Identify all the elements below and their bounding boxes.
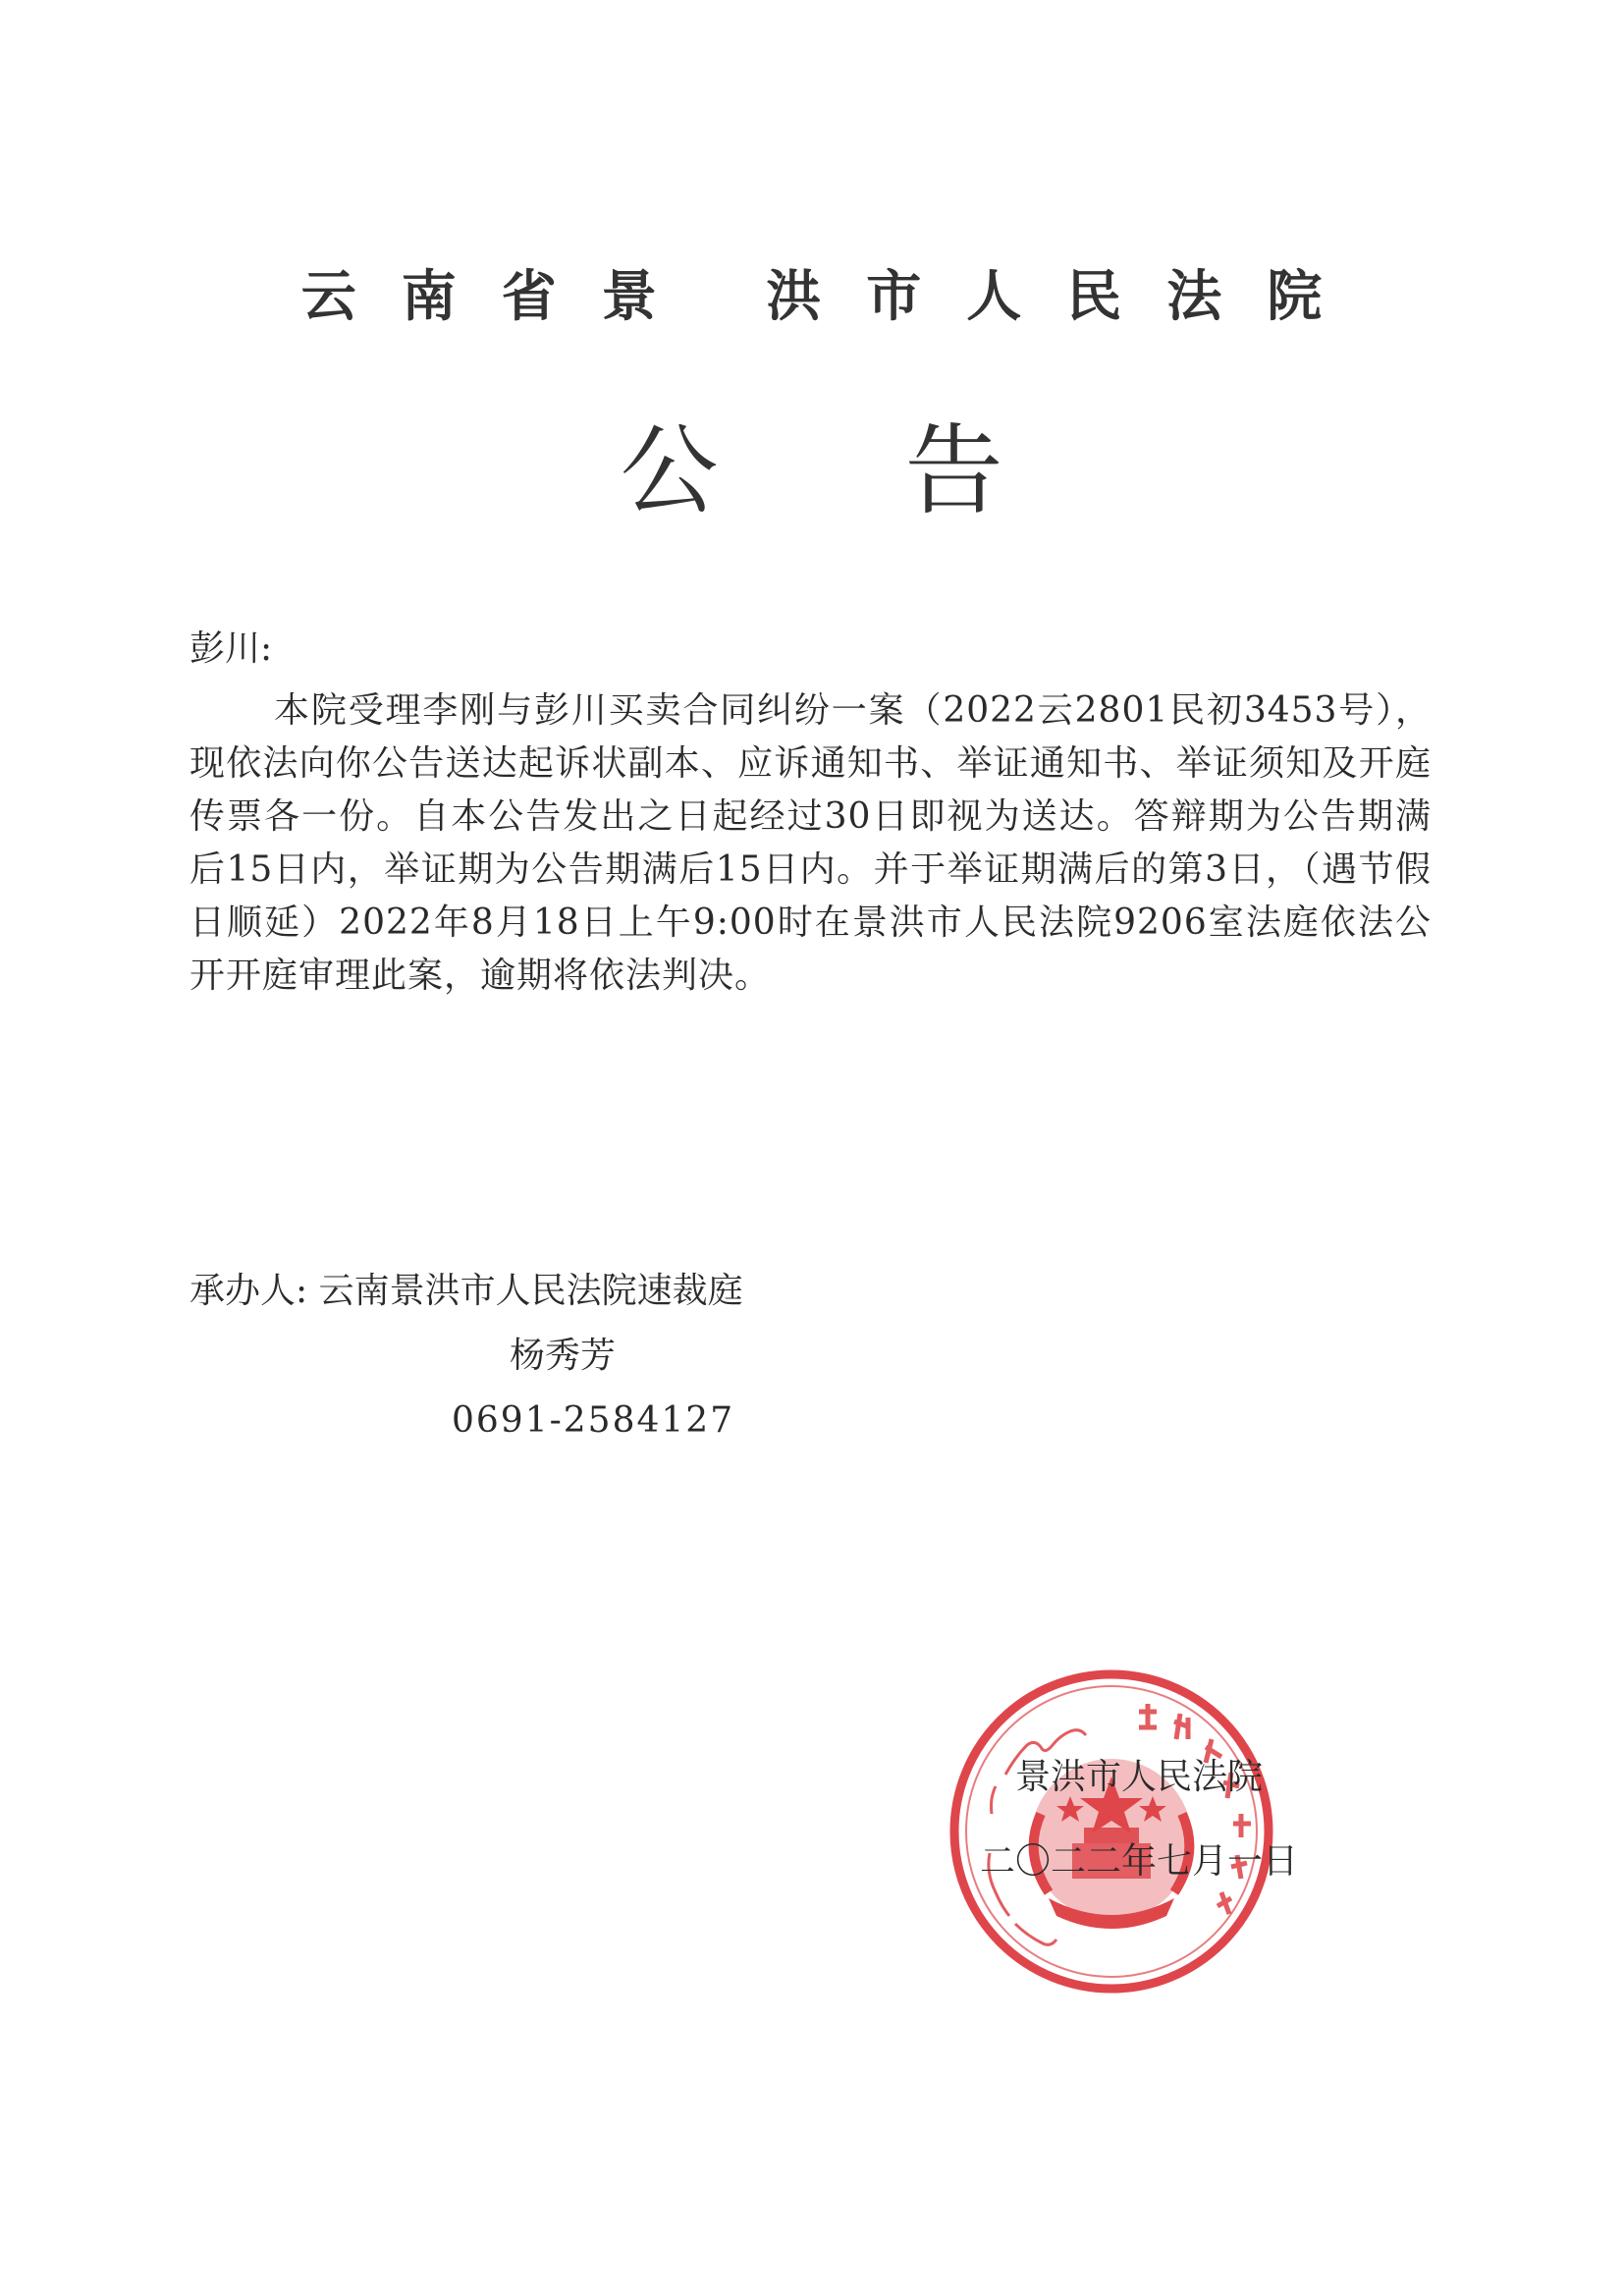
notice-body: 本院受理李刚与彭川买卖合同纠纷一案（2022云2801民初3453号），现依法向你公告送达起诉状副本、应诉通知书、举证通知书、举证须知及开庭传票各一份。自本公告发出之日起经过30日即视为送达。答辩期为公告期满后15日内，举证期为公告期满后15日内。并于举证期满后的第3日，（遇节假日顺延）2022年8月18日上午9:00时在景洪市人民法院9206室法庭依法公开开庭审理此案，逾期将依法判决。 [189,690,1432,996]
handler-name: 杨秀芳 [510,1336,617,1376]
issue-date: 二〇二二年七月一日 [979,1841,1298,1882]
court-seal-icon [947,1667,1276,1996]
handler-line: 承办人: 云南景洪市人民法院速裁庭 [189,1271,743,1311]
issuer-name: 景洪市人民法院 [1014,1757,1263,1797]
page-title: 公告 [620,413,1190,528]
addressee: 彭川: [189,629,273,669]
handler-phone: 0691-2584127 [452,1400,735,1441]
court-name: 云南省景 洪市人民法院 [300,265,1368,329]
contact-block [189,1259,743,1453]
